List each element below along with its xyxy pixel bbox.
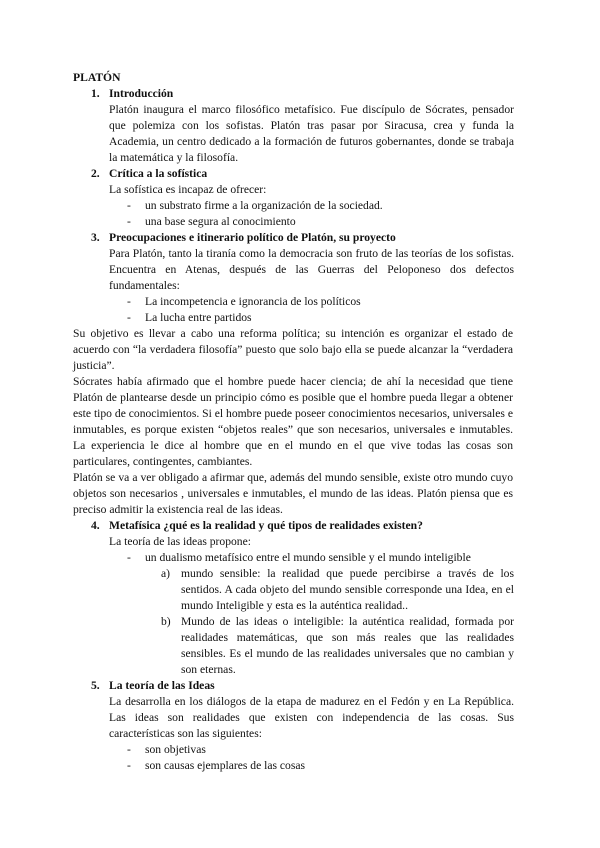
section-intro: La teoría de las ideas propone: [109,535,251,548]
section-number: 3. [91,231,100,244]
section-title: Metafísica ¿qué es la realidad y qué tipos de realidades existen? [109,519,423,532]
section-number: 1. [91,87,100,100]
section-number: 4. [91,519,100,532]
section-text: La desarrolla en los diálogos de la etapa de madurez en el Fedón y en La República. Las ideas son realidades que existen con independencia de las cosas. Sus características son las siguientes: [109,695,514,740]
list-item-text: son causas ejemplares de las cosas [145,759,306,772]
section-title: La teoría de las Ideas [109,679,215,692]
sub-item-label: a) [161,567,171,580]
bullet-dash: - [127,759,131,772]
list-item-text: una base segura al conocimiento [145,215,296,228]
list-item-text: La lucha entre partidos [145,311,252,324]
section-text: Platón inaugura el marco filosófico metafísico. Fue discípulo de Sócrates, pensador que polemiza con los sofistas. Platón tras pasar por Siracusa, crea y funda la Academia, un centro dedicado a la formación de futuros gobernantes, donde se trabaja la matemática y la filosofía. [109,103,514,164]
list-item [0,198,600,214]
body-paragraph: Platón se va a ver obligado a afirmar que, además del mundo sensible, existe otro mundo cuyo objetos son necesarios , universales e inmutables, el mundo de las ideas. Platón piensa que es preciso admitir la existencia real de las ideas. [73,471,513,516]
page-title: PLATÓN [73,71,121,84]
section-title: Preocupaciones e itinerario político de Platón, su proyecto [109,231,396,244]
section-title: Introducción [109,87,174,100]
list-item-text: un substrato firme a la organización de la sociedad. [145,199,383,212]
list-item [0,214,600,230]
list-item-text: un dualismo metafísico entre el mundo sensible y el mundo inteligible [145,551,471,564]
bullet-dash: - [127,215,131,228]
list-item [0,294,600,310]
section-number: 2. [91,167,100,180]
sub-item-text: Mundo de las ideas o inteligible: la auténtica realidad, formada por realidades matemáticas, que son más reales que las realidades sensibles. Es el mundo de las realidades universales que no cambian y son eternas. [181,615,514,676]
list-item [0,310,600,326]
bullet-dash: - [127,551,131,564]
list-item [0,742,600,758]
bullet-dash: - [127,743,131,756]
bullet-dash: - [127,311,131,324]
list-item [0,758,600,774]
section-text: Para Platón, tanto la tiranía como la democracia son fruto de las teorías de los sofistas. Encuentra en Atenas, después de las Guerras del Peloponeso dos defectos fundamentales: [109,247,514,292]
sub-item-label: b) [161,615,171,628]
body-paragraph: Sócrates había afirmado que el hombre puede hacer ciencia; de ahí la necesidad que tiene Platón de plantearse desde un principio cómo es posible que el hombre pueda llegar a obtener este tipo de conocimientos. Si el hombre puede poseer conocimientos necesarios, universales e inmutables, es porque existen “objetos reales” que son necesarios, universales e inmutables. La experiencia le dice al hombre que en el mundo en el que vive todas las cosas son particulares, contingentes, cambiantes. [73,375,513,468]
list-item-text: son objetivas [145,743,206,756]
section-number: 5. [91,679,100,692]
section-intro: La sofística es incapaz de ofrecer: [109,183,267,196]
sub-item-text: mundo sensible: la realidad que puede percibirse a través de los sentidos. A cada objeto del mundo sensible corresponde una Idea, en el mundo Inteligible y esta es la auténtica realidad.. [181,567,514,612]
bullet-dash: - [127,295,131,308]
list-item-text: La incompetencia e ignorancia de los políticos [145,295,361,308]
list-item [0,550,600,566]
body-paragraph: Su objetivo es llevar a cabo una reforma política; su intención es organizar el estado de acuerdo con “la verdadera filosofía” puesto que solo bajo ella se puede alcanzar la “verdadera justicia”. [73,327,513,372]
bullet-dash: - [127,199,131,212]
section-title: Crítica a la sofística [109,167,208,180]
